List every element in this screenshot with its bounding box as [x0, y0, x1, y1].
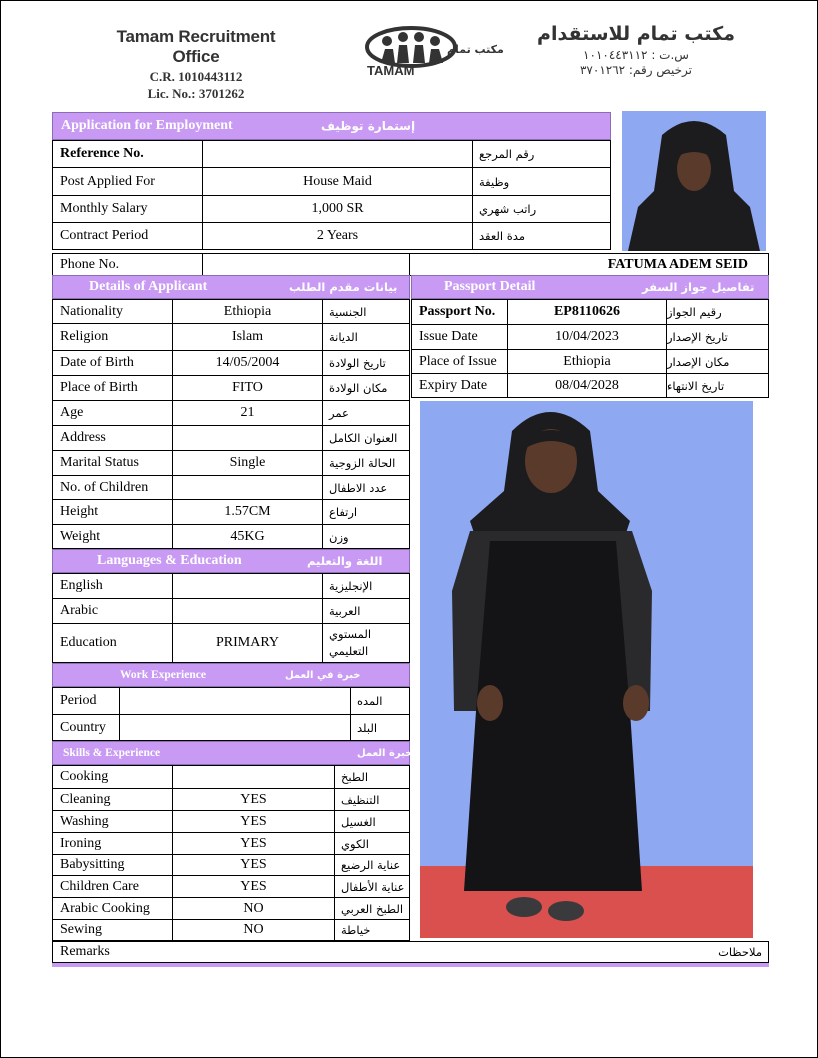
- arabic-label: Arabic: [52, 598, 173, 624]
- sewing-label-ar: خياطة: [334, 919, 410, 941]
- languages-title-ar: اللغة والتعليم: [307, 554, 383, 568]
- ironing-value: YES: [172, 832, 335, 855]
- sewing-label: Sewing: [52, 919, 173, 941]
- english-label-ar: الإنجليزية: [322, 573, 410, 599]
- english-label: English: [52, 573, 173, 599]
- cleaning-label: Cleaning: [52, 788, 173, 811]
- expiry-date-value: 08/04/2028: [507, 373, 667, 398]
- education-value: PRIMARY: [172, 623, 323, 663]
- place-of-issue-label-ar: مكان الإصدار: [666, 349, 769, 374]
- age-label: Age: [52, 400, 173, 426]
- babysitting-label: Babysitting: [52, 854, 173, 876]
- post-applied-for-value: House Maid: [202, 167, 473, 196]
- full-body-figure-icon: [420, 401, 753, 938]
- address-label-ar: العنوان الكامل: [322, 425, 410, 451]
- washing-label-ar: الغسيل: [334, 810, 410, 833]
- ironing-label-ar: الكوي: [334, 832, 410, 855]
- reference-no-value: [202, 140, 473, 168]
- passport-title-ar: تفاصيل جواز السفر: [642, 280, 755, 294]
- height-label-ar: ارتفاع: [322, 499, 410, 525]
- details-title-en: Details of Applicant: [89, 279, 208, 294]
- application-title-ar: إستمارة توظيف: [321, 119, 416, 133]
- logo-text: TAMAM: [367, 63, 415, 78]
- height-label: Height: [52, 499, 173, 525]
- cleaning-label-ar: التنظيف: [334, 788, 410, 811]
- reference-no-label: Reference No.: [52, 140, 203, 168]
- passport-title-en: Passport Detail: [444, 279, 536, 294]
- languages-title-band: [52, 549, 410, 573]
- skills-title-en: Skills & Experience: [63, 747, 161, 759]
- arabic-value: [172, 598, 323, 624]
- children-care-label-ar: عناية الأطفال: [334, 875, 410, 898]
- company-name-ar: مكتب تمام للاستقدام: [537, 23, 735, 45]
- phone-label: Phone No.: [52, 253, 203, 276]
- monthly-salary-value: 1,000 SR: [202, 195, 473, 223]
- applicant-full-body-photo: [420, 401, 753, 938]
- reference-no-label-ar: رقم المرجع: [472, 140, 611, 168]
- details-title-band: [52, 275, 410, 299]
- application-title-en: Application for Employment: [61, 118, 233, 133]
- education-label: Education: [52, 623, 173, 663]
- weight-label: Weight: [52, 524, 173, 549]
- cooking-label-ar: الطبخ: [334, 765, 410, 789]
- date-of-birth-value: 14/05/2004: [172, 350, 323, 376]
- country-value: [119, 714, 351, 741]
- religion-label-ar: الديانة: [322, 323, 410, 351]
- washing-label: Washing: [52, 810, 173, 833]
- place-of-birth-value: FITO: [172, 375, 323, 401]
- no-of-children-label: No. of Children: [52, 475, 173, 500]
- applicant-portrait-photo: [622, 111, 766, 251]
- post-applied-for-label-ar: وظيفة: [472, 167, 611, 196]
- english-value: [172, 573, 323, 599]
- education-label-ar: المستوي التعليمي: [322, 623, 410, 663]
- skills-title-band: [52, 741, 413, 765]
- weight-value: 45KG: [172, 524, 323, 549]
- issue-date-label: Issue Date: [411, 324, 508, 350]
- work-experience-title-en: Work Experience: [120, 669, 206, 681]
- company-header-en: [91, 27, 301, 102]
- marital-status-label-ar: الحالة الزوجية: [322, 450, 410, 476]
- religion-label: Religion: [52, 323, 173, 351]
- arabic-cooking-label: Arabic Cooking: [52, 897, 173, 920]
- address-label: Address: [52, 425, 173, 451]
- logo-arabic-text: مكتب تمام: [447, 43, 504, 56]
- religion-value: Islam: [172, 323, 323, 351]
- children-care-label: Children Care: [52, 875, 173, 898]
- license-number-en: Lic. No.: 3701262: [147, 86, 245, 101]
- washing-value: YES: [172, 810, 335, 833]
- period-label-ar: المده: [350, 687, 410, 715]
- place-of-birth-label: Place of Birth: [52, 375, 173, 401]
- remarks-bottom-band: [52, 963, 769, 967]
- application-title-band: [52, 112, 611, 140]
- age-value: 21: [172, 400, 323, 426]
- remarks-row: [52, 941, 769, 963]
- contract-period-label: Contract Period: [52, 222, 203, 250]
- nationality-label: Nationality: [52, 299, 173, 324]
- remarks-label-ar: ملاحظات: [718, 945, 762, 959]
- cooking-value: [172, 765, 335, 789]
- expiry-date-label: Expiry Date: [411, 373, 508, 398]
- nationality-value: Ethiopia: [172, 299, 323, 324]
- skills-title-ar: خبرة العمل: [357, 747, 413, 759]
- nationality-label-ar: الجنسية: [322, 299, 410, 324]
- contract-period-value: 2 Years: [202, 222, 473, 250]
- children-care-value: YES: [172, 875, 335, 898]
- place-of-birth-label-ar: مكان الولادة: [322, 375, 410, 401]
- cr-number-en: C.R. 1010443112: [149, 69, 243, 84]
- cooking-label: Cooking: [52, 765, 173, 789]
- post-applied-for-label: Post Applied For: [52, 167, 203, 196]
- marital-status-label: Marital Status: [52, 450, 173, 476]
- details-title-ar: بيانات مقدم الطلب: [289, 280, 398, 294]
- issue-date-value: 10/04/2023: [507, 324, 667, 350]
- period-label: Period: [52, 687, 120, 715]
- cr-number-ar: س.ت : ١٠١٠٤٤٣١١٢: [583, 48, 689, 62]
- country-label: Country: [52, 714, 120, 741]
- passport-no-label-ar: رقيم الجواز: [666, 299, 769, 325]
- issue-date-label-ar: تاريخ الإصدار: [666, 324, 769, 350]
- applicant-name: FATUMA ADEM SEID: [409, 253, 769, 276]
- portrait-figure-icon: [622, 111, 766, 251]
- place-of-issue-label: Place of Issue: [411, 349, 508, 374]
- company-name-en: Tamam Recruitment Office: [116, 27, 276, 66]
- expiry-date-label-ar: تاريخ الانتهاء: [666, 373, 769, 398]
- license-number-ar: ترخيص رقم: ٣٧٠١٢٦٢: [579, 63, 692, 77]
- work-experience-title-band: [52, 663, 410, 687]
- arabic-cooking-value: NO: [172, 897, 335, 920]
- address-value: [172, 425, 323, 451]
- babysitting-label-ar: عناية الرضيع: [334, 854, 410, 876]
- monthly-salary-label: Monthly Salary: [52, 195, 203, 223]
- contract-period-label-ar: مدة العقد: [472, 222, 611, 250]
- company-header-ar: [521, 23, 751, 77]
- marital-status-value: Single: [172, 450, 323, 476]
- languages-title-en: Languages & Education: [97, 553, 242, 568]
- date-of-birth-label-ar: تاريخ الولادة: [322, 350, 410, 376]
- cleaning-value: YES: [172, 788, 335, 811]
- date-of-birth-label: Date of Birth: [52, 350, 173, 376]
- weight-label-ar: وزن: [322, 524, 410, 549]
- no-of-children-value: [172, 475, 323, 500]
- ironing-label: Ironing: [52, 832, 173, 855]
- arabic-cooking-label-ar: الطبخ العربي: [334, 897, 410, 920]
- passport-no-value: EP8110626: [507, 299, 667, 325]
- remarks-label: Remarks: [60, 944, 110, 959]
- phone-value: [202, 253, 410, 276]
- passport-title-band: [411, 275, 769, 299]
- age-label-ar: عمر: [322, 400, 410, 426]
- sewing-value: NO: [172, 919, 335, 941]
- no-of-children-label-ar: عدد الاطفال: [322, 475, 410, 500]
- place-of-issue-value: Ethiopia: [507, 349, 667, 374]
- height-value: 1.57CM: [172, 499, 323, 525]
- period-value: [119, 687, 351, 715]
- monthly-salary-label-ar: راتب شهري: [472, 195, 611, 223]
- work-experience-title-ar: خبرة في العمل: [285, 669, 361, 681]
- country-label-ar: البلد: [350, 714, 410, 741]
- passport-no-label: Passport No.: [411, 299, 508, 325]
- babysitting-value: YES: [172, 854, 335, 876]
- arabic-label-ar: العربية: [322, 598, 410, 624]
